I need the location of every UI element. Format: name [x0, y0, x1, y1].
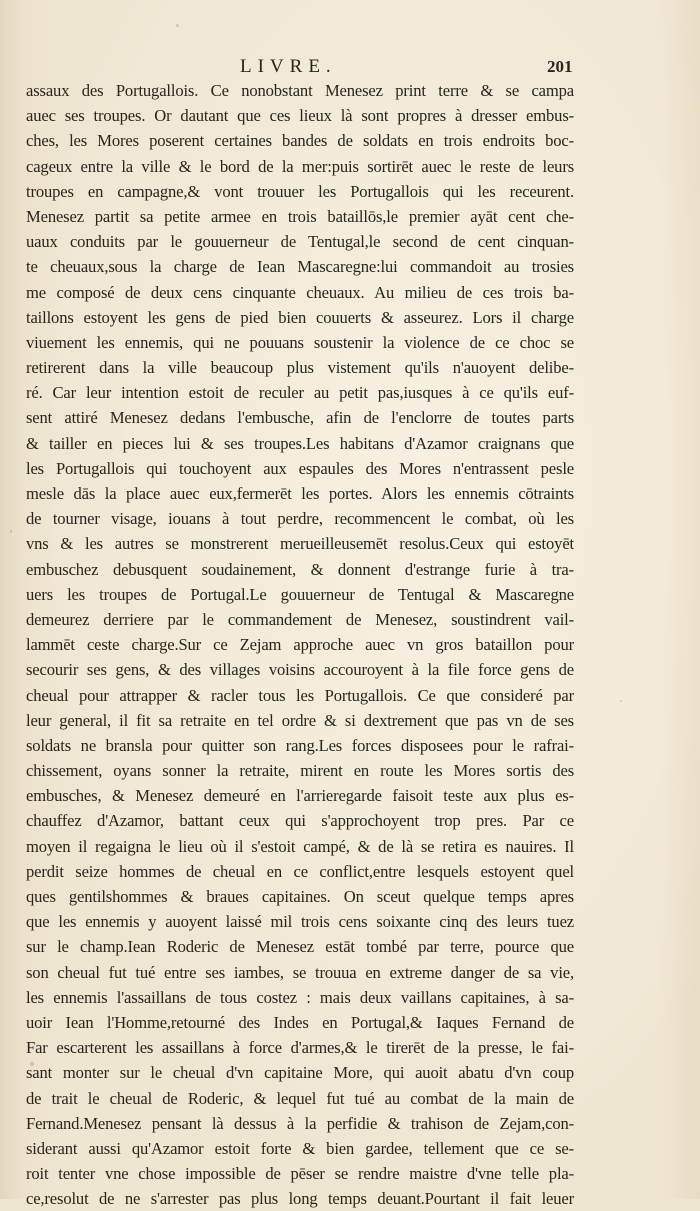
- text-line: son cheual fut tué entre ses iambes, se trouua en extreme danger de sa vie,: [26, 962, 574, 982]
- text-line: te cheuaux,sous la charge de Iean Mascaregne:lui commandoit au trosies: [26, 257, 574, 277]
- text-line: secourir ses gens, & des villages voisins accouroyent à la file force gens de: [26, 660, 574, 680]
- text-line: Fernand.Menesez pensant là dessus à la perfidie & trahison de Zejam,con-: [26, 1113, 574, 1133]
- text-line: leur general, il fit sa retraite en tel ordre & si dextrement que pas vn de ses: [26, 710, 574, 730]
- text-line: que les ennemis y auoyent laissé mil trois cens soixante cinq des leurs tuez: [26, 912, 574, 932]
- text-line: Menesez partit sa petite armee en trois bataillōs,le premier ayāt cent che-: [26, 206, 574, 226]
- text-line: uaux conduits par le gouuerneur de Tentugal,le second de cent cinquan-: [26, 232, 574, 252]
- text-line: troupes en campagne,& vont trouuer les Portugallois qui les receurent.: [26, 181, 574, 201]
- text-line: uoir Iean l'Homme,retourné des Indes en Portugal,& Iaques Fernand de: [26, 1012, 574, 1032]
- body-text: [26, 78, 574, 1211]
- text-line: embusches, & Menesez demeuré en l'arrieregarde faisoit teste aux plus es-: [26, 786, 574, 806]
- text-line: chissement, oyans sonner la retraite, mirent en route les Mores sortis des: [26, 761, 574, 781]
- text-line: de trait le cheual de Roderic, & lequel fut tué au combat de la main de: [26, 1088, 574, 1108]
- running-head: LIVRE.: [240, 56, 337, 77]
- text-line: roit tenter vne chose impossible de pēser se rendre maistre d'vne telle pla-: [26, 1164, 574, 1184]
- text-line: assaux des Portugallois. Ce nonobstant Menesez print terre & se campa: [26, 81, 574, 100]
- text-line: auec ses troupes. Or dautant que ces lieux là sont propres à dresser embus-: [26, 106, 574, 126]
- text-line: & tailler en pieces lui & ses troupes.Les habitans d'Azamor craignans que: [26, 433, 574, 453]
- text-line: les Portugallois qui touchoyent aux espaules des Mores n'entrassent pesle: [26, 458, 574, 478]
- text-line: cageux entre la ville & le bord de la mer:puis sortirēt auec le reste de leurs: [26, 156, 574, 176]
- paper-speck: [10, 530, 12, 533]
- text-line: soldats ne bransla pour quitter son rang.Les forces disposees pour le rafrai-: [26, 735, 574, 755]
- text-line: me composé de deux cens cinquante cheuaux. Au milieu de ces trois ba-: [26, 282, 574, 302]
- text-line: sur le champ.Iean Roderic de Menesez estāt tombé par terre, pource que: [26, 937, 574, 957]
- paper-speck: [620, 700, 622, 702]
- text-line: moyen il regaigna le lieu où il s'estoit campé, & de là se retira es nauires. Il: [26, 836, 574, 856]
- text-line: uers les troupes de Portugal.Le gouuerneur de Tentugal & Mascaregne: [26, 584, 574, 604]
- text-line: demeurez derriere par le commandement de Menesez, soustindrent vail-: [26, 609, 574, 629]
- text-line: ches, les Mores poserent certaines bandes de soldats en trois endroits boc-: [26, 131, 574, 151]
- text-line: embuschez debusquent soudainement, & donnent d'estrange furie à tra-: [26, 559, 574, 579]
- text-line: perdit seize hommes de cheual en ce conflict,entre lesquels estoyent quel: [26, 861, 574, 881]
- text-line: taillons estoyent les gens de pied bien couuerts & asseurez. Lors il charge: [26, 307, 574, 327]
- text-line: sent attiré Menesez dedans l'embusche, afin de l'enclorre de toutes parts: [26, 408, 574, 428]
- page-number: 201: [547, 57, 573, 76]
- text-line: siderant aussi qu'Azamor estoit forte & bien gardee, tellement que ce se-: [26, 1138, 574, 1158]
- text-line: ré. Car leur intention estoit de reculer au petit pas,iusques à ce qu'ils euf-: [26, 383, 574, 403]
- text-line: ques gentilshommes & braues capitaines. On sceut quelque temps apres: [26, 887, 574, 906]
- text-line: ce,resolut de ne s'arrester pas plus long temps deuant.Pourtant il fait leuer: [26, 1189, 574, 1209]
- text-line: retirerent dans la ville beaucoup plus vistement qu'ils n'auoyent delibe-: [26, 358, 574, 378]
- text-line: viuement les ennemis, qui ne pouuans soustenir la violence de ce choc se: [26, 332, 574, 352]
- text-line: chauffez d'Azamor, battant ceux qui s'approchoyent trop pres. Par ce: [26, 811, 574, 831]
- text-line: de tourner visage, iouans à tout perdre, recommencent le combat, où les: [26, 509, 574, 529]
- paper-speck: [176, 24, 179, 27]
- text-line: vns & les autres se monstrerent merueilleusemēt resolus.Ceux qui estoyēt: [26, 534, 574, 554]
- text-line: lammēt ceste charge.Sur ce Zejam approche auec vn gros bataillon pour: [26, 635, 574, 655]
- text-line: cheual pour attrapper & racler tous les Portugallois. Ce que consideré par: [26, 685, 574, 705]
- text-line: mesle dās la place auec eux,fermerēt les portes. Alors les ennemis cōtraints: [26, 484, 574, 503]
- text-line: Far escarterent les assaillans à force d'armes,& le tirerēt de la presse, le fai-: [26, 1038, 574, 1058]
- text-line: les ennemis l'assaillans de tous costez : mais deux vaillans capitaines, à sa-: [26, 987, 574, 1007]
- text-line: sant monter sur le cheual d'vn capitaine More, qui auoit abatu d'vn coup: [26, 1063, 574, 1083]
